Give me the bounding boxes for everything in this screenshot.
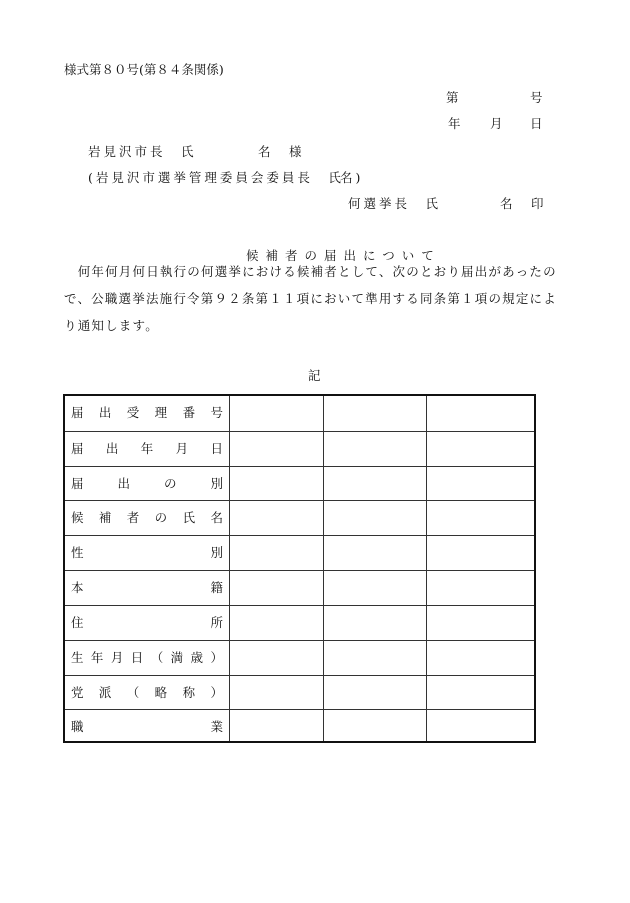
doc-number-prefix: 第 — [446, 90, 459, 105]
label-char: 補 — [98, 510, 112, 525]
label-char: の — [154, 510, 168, 525]
label-char: 番 — [182, 405, 196, 420]
row-label-occupation — [71, 710, 223, 745]
ki-heading: 記 — [308, 368, 321, 383]
sender-b: 名 印 — [500, 196, 547, 211]
label-char: 届 — [71, 405, 84, 420]
label-char: 別 — [210, 545, 223, 560]
label-char: 満 — [170, 650, 184, 665]
label-char: 出 — [117, 476, 130, 491]
table-row-candidate-name — [65, 500, 534, 535]
label-char: 氏 — [182, 510, 196, 525]
label-char: 出 — [105, 441, 119, 456]
body-text: 何年何月何日執行の何選挙における候補者として、次のとおり届出があったので、公職選挙法施行令第９２条第１１項において準用する同条第１項の規定により通知します。 — [64, 264, 557, 333]
row-label-candidate-name — [71, 501, 223, 536]
date-month: 月 — [490, 116, 503, 131]
label-char: 派 — [98, 685, 112, 700]
date-day: 日 — [530, 116, 543, 131]
label-char: 別 — [210, 476, 223, 491]
label-char: 業 — [210, 719, 223, 734]
label-char: 者 — [126, 510, 140, 525]
label-char: 年 — [140, 441, 154, 456]
label-char: （ — [150, 650, 164, 665]
sender-a: 何選挙長 氏 — [348, 196, 442, 211]
label-char: 名 — [210, 510, 223, 525]
label-char: 月 — [110, 650, 124, 665]
row-label-filing-date — [71, 432, 223, 467]
label-char: 届 — [71, 441, 84, 456]
label-char: 出 — [98, 405, 112, 420]
label-char: 所 — [210, 615, 223, 630]
date-year: 年 — [448, 116, 461, 131]
label-char: 日 — [130, 650, 144, 665]
addressee-line2-b: 名) — [340, 170, 364, 185]
row-label-receipt-number — [71, 396, 223, 431]
document-title: 候補者の届出について — [246, 248, 441, 263]
label-char: 月 — [175, 441, 189, 456]
label-char: 届 — [71, 476, 84, 491]
label-char: 日 — [210, 441, 223, 456]
label-char: （ — [126, 685, 140, 700]
label-char: 略 — [154, 685, 168, 700]
label-char: 党 — [71, 685, 84, 700]
table-row-sex — [65, 535, 534, 570]
label-char: 候 — [71, 510, 84, 525]
table-row-receipt-number — [65, 396, 534, 431]
info-table — [63, 394, 536, 743]
row-label-birthdate — [71, 641, 223, 676]
label-char: 生 — [71, 650, 84, 665]
addressee-line1-b: 名 様 — [258, 144, 305, 159]
row-label-filing-type — [71, 467, 223, 502]
label-char: 歳 — [190, 650, 204, 665]
row-label-address — [71, 606, 223, 641]
label-char: 本 — [71, 580, 84, 595]
table-row-domicile — [65, 570, 534, 605]
table-row-birthdate — [65, 640, 534, 675]
label-char: 理 — [154, 405, 168, 420]
form-number: 様式第８０号(第８４条関係) — [64, 62, 224, 77]
label-char: 住 — [71, 615, 84, 630]
row-label-domicile — [71, 571, 223, 606]
label-char: 性 — [71, 545, 84, 560]
table-row-party — [65, 675, 534, 710]
label-char: 年 — [90, 650, 104, 665]
table-row-occupation — [65, 709, 534, 744]
label-char: 籍 — [210, 580, 223, 595]
table-row-filing-date — [65, 431, 534, 466]
label-char: ） — [210, 685, 223, 700]
addressee-line2-a: (岩見沢市選挙管理委員会委員長 氏 — [88, 170, 344, 185]
label-char: の — [163, 476, 177, 491]
row-label-party — [71, 676, 223, 711]
label-char: 職 — [71, 719, 84, 734]
doc-number-suffix: 号 — [530, 90, 543, 105]
table-row-filing-type — [65, 466, 534, 501]
addressee-line1-a: 岩見沢市長 氏 — [88, 144, 197, 159]
table-row-address — [65, 605, 534, 640]
label-char: ） — [210, 650, 223, 665]
row-label-sex — [71, 536, 223, 571]
label-char: 受 — [126, 405, 140, 420]
label-char: 号 — [210, 405, 223, 420]
label-char: 称 — [182, 685, 196, 700]
